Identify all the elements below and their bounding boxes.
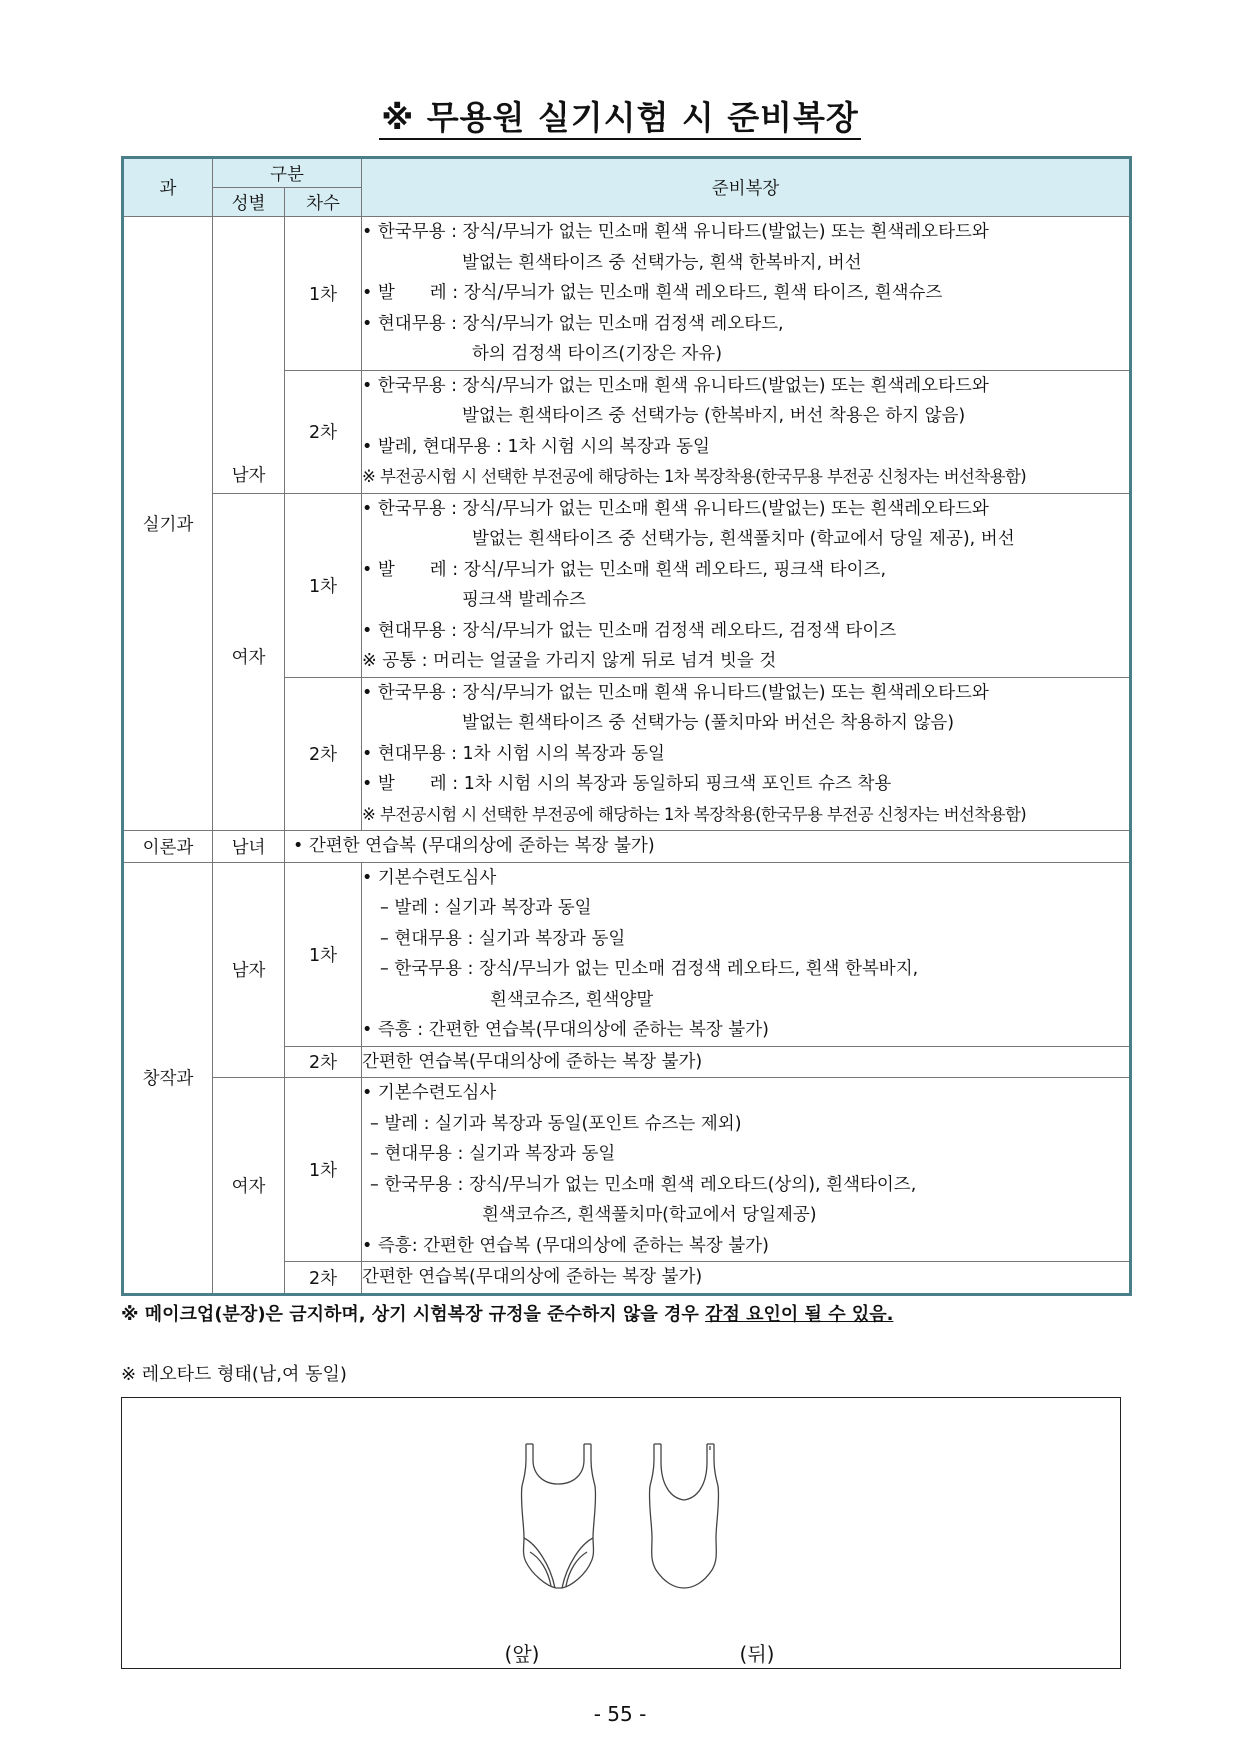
- round-practical-female-1: 1차: [285, 493, 362, 677]
- gender-theory: 남녀: [213, 831, 285, 863]
- attire-practical-male-1: • 한국무용 : 장식/무늬가 없는 민소매 흰색 유니타드(발없는) 또는 흰색레오타드와 발없는 흰색타이즈 중 선택가능, 흰색 한복바지, 버선 • 발 레 : 장식/무늬가 없는 민소매 흰색 레오타드, 흰색 타이즈, 흰색슈즈 • 현대무용 : 장식/무늬가 없는 민소매 검정색 레오타드, 하의 검정색 타이즈(기장은 자유): [362, 217, 1131, 371]
- header-round: 차수: [285, 188, 362, 217]
- dept-practical: 실기과: [123, 217, 213, 831]
- header-attire: 준비복장: [362, 158, 1131, 217]
- attire-creative-male-2: 간편한 연습복(무대의상에 준하는 복장 불가): [362, 1046, 1131, 1078]
- attire-creative-male-1: • 기본수련도심사 – 발레 : 실기과 복장과 동일 – 현대무용 : 실기과 복장과 동일 – 한국무용 : 장식/무늬가 없는 민소매 검정색 레오타드, 흰색 한복바지, 흰색코슈즈, 흰색양말 • 즉흥 : 간편한 연습복(무대의상에 준하는 복장 불가): [362, 862, 1131, 1046]
- page-number: - 55 -: [593, 1702, 647, 1726]
- attire-practical-female-1: • 한국무용 : 장식/무늬가 없는 민소매 흰색 유니타드(발없는) 또는 흰색레오타드와 발없는 흰색타이즈 중 선택가능, 흰색풀치마 (학교에서 당일 제공), 버선 • 발 레 : 장식/무늬가 없는 민소매 흰색 레오타드, 핑크색 타이즈, 핑크색 발레슈즈 • 현대무용 : 장식/무늬가 없는 민소매 검정색 레오타드, 검정색 타이즈 ※ 공통 : 머리는 얼굴을 가리지 않게 뒤로 넘겨 빗을 것: [362, 493, 1131, 677]
- header-category: 구분: [213, 158, 362, 188]
- header-gender: 성별: [213, 188, 285, 217]
- header-dept: 과: [123, 158, 213, 217]
- round-practical-male-1: 1차: [285, 217, 362, 371]
- makeup-warning-note: ※ 메이크업(분장)은 금지하며, 상기 시험복장 규정을 준수하지 않을 경우 감점 요인이 될 수 있음.: [121, 1304, 894, 1325]
- attire-theory: • 간편한 연습복 (무대의상에 준하는 복장 불가): [285, 831, 1131, 863]
- attire-creative-female-1: • 기본수련도심사 – 발레 : 실기과 복장과 동일(포인트 슈즈는 제외) – 현대무용 : 실기과 복장과 동일 – 한국무용 : 장식/무늬가 없는 민소매 흰색 레오타드(상의), 흰색타이즈, 흰색코슈즈, 흰색풀치마(학교에서 당일제공) • 즉흥: 간편한 연습복 (무대의상에 준하는 복장 불가): [362, 1078, 1131, 1262]
- round-creative-male-1: 1차: [285, 862, 362, 1046]
- round-creative-female-1: 1차: [285, 1078, 362, 1262]
- page-title: ※ 무용원 실기시험 시 준비복장: [0, 92, 1240, 139]
- round-creative-male-2: 2차: [285, 1046, 362, 1078]
- attire-creative-female-2: 간편한 연습복(무대의상에 준하는 복장 불가): [362, 1262, 1131, 1295]
- leotard-front-icon: [518, 1440, 598, 1592]
- dept-creative: 창작과: [123, 862, 213, 1294]
- gender-practical-male: 남자: [213, 217, 285, 494]
- round-creative-female-2: 2차: [285, 1262, 362, 1295]
- gender-creative-female: 여자: [213, 1078, 285, 1295]
- back-label: (뒤): [739, 1642, 775, 1666]
- leotard-figure-box: [121, 1397, 1121, 1669]
- leotard-back-icon: [646, 1440, 722, 1592]
- attire-practical-female-2: • 한국무용 : 장식/무늬가 없는 민소매 흰색 유니타드(발없는) 또는 흰색레오타드와 발없는 흰색타이즈 중 선택가능 (풀치마와 버선은 착용하지 않음) • 현대무용 : 1차 시험 시의 복장과 동일 • 발 레 : 1차 시험 시의 복장과 동일하되 핑크색 포인트 슈즈 착용 ※ 부전공시험 시 선택한 부전공에 해당하는 1차 복장착용(한국무용 부전공 신청자는 버선착용함): [362, 677, 1131, 831]
- dept-theory: 이론과: [123, 831, 213, 863]
- attire-practical-male-2: • 한국무용 : 장식/무늬가 없는 민소매 흰색 유니타드(발없는) 또는 흰색레오타드와 발없는 흰색타이즈 중 선택가능 (한복바지, 버선 착용은 하지 않음) • 발레, 현대무용 : 1차 시험 시의 복장과 동일 ※ 부전공시험 시 선택한 부전공에 해당하는 1차 복장착용(한국무용 부전공 신청자는 버선착용함): [362, 370, 1131, 493]
- leotard-caption: ※ 레오타드 형태(남,여 동일): [121, 1364, 347, 1385]
- round-practical-female-2: 2차: [285, 677, 362, 831]
- front-label: (앞): [504, 1642, 540, 1666]
- gender-practical-female: 여자: [213, 493, 285, 831]
- attire-table: [121, 156, 1132, 1296]
- gender-creative-male: 남자: [213, 862, 285, 1078]
- round-practical-male-2: 2차: [285, 370, 362, 493]
